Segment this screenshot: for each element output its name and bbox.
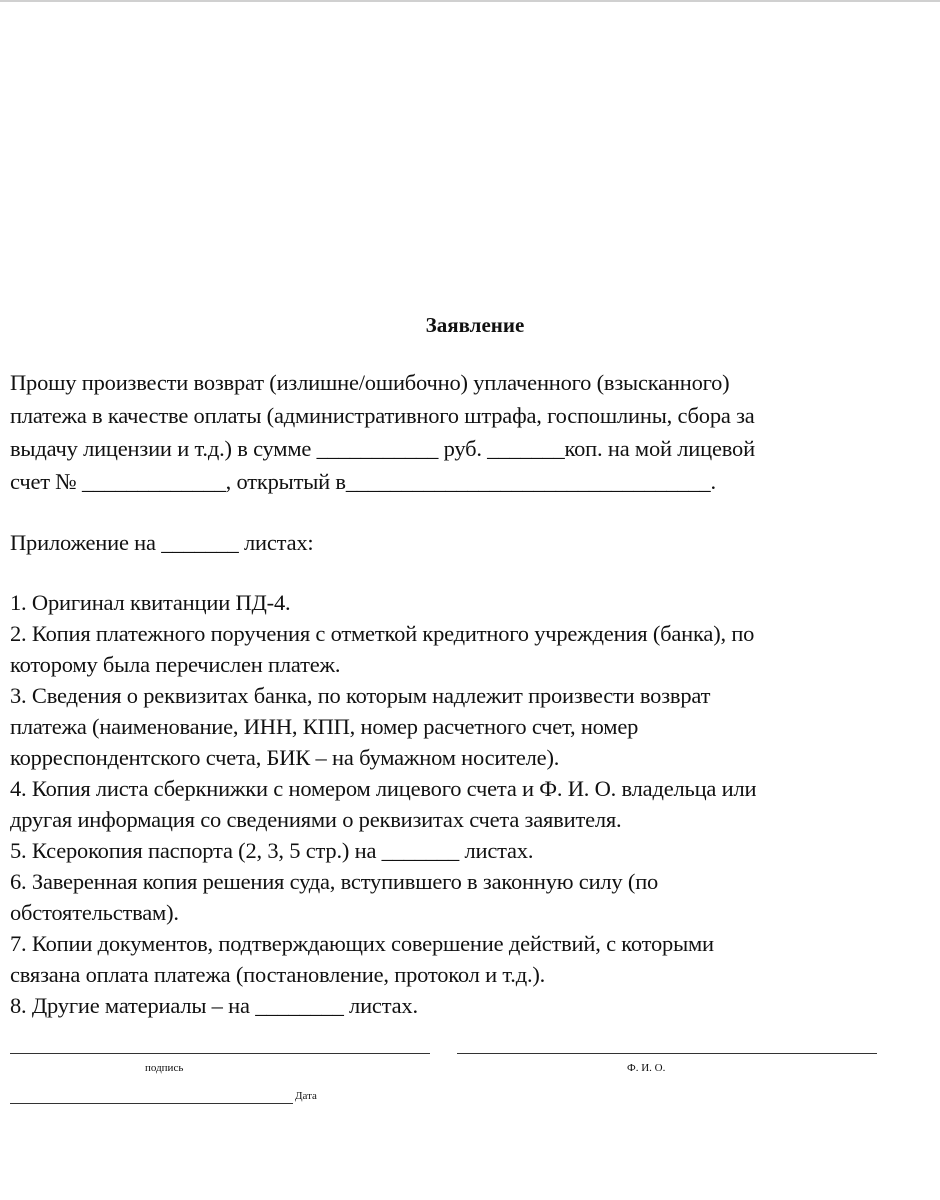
- attachment-heading: Приложение на _______ листах:: [10, 530, 314, 555]
- date-line: [10, 1103, 293, 1104]
- list-item-line: 4. Копия листа сберкнижки с номером лицевого счета и Ф. И. О. владельца или: [10, 776, 757, 801]
- top-border: [0, 0, 940, 2]
- paragraph-line: платежа в качестве оплаты (административного штрафа, госпошлины, сбора за: [10, 403, 755, 428]
- list-item-line: платежа (наименование, ИНН, КПП, номер расчетного счет, номер: [10, 714, 639, 739]
- list-item-line: другая информация со сведениями о реквизитах счета заявителя.: [10, 807, 622, 832]
- list-item-line: 8. Другие материалы – на ________ листах.: [10, 993, 418, 1018]
- list-item-line: корреспондентского счета, БИК – на бумажном носителе).: [10, 745, 560, 770]
- list-item-line: 1. Оригинал квитанции ПД-4.: [10, 590, 291, 615]
- list-item-line: 7. Копии документов, подтверждающих совершение действий, с которыми: [10, 931, 714, 956]
- list-item-line: 5. Ксерокопия паспорта (2, 3, 5 стр.) на _______ листах.: [10, 838, 534, 863]
- list-item-line: 3. Сведения о реквизитах банка, по которым надлежит произвести возврат: [10, 683, 711, 708]
- name-line: [457, 1053, 877, 1054]
- list-item-line: связана оплата платежа (постановление, протокол и т.д.).: [10, 962, 546, 987]
- paragraph-line: выдачу лицензии и т.д.) в сумме ___________ руб. _______коп. на мой лицевой: [10, 436, 755, 461]
- list-item-line: обстоятельствам).: [10, 900, 179, 925]
- signature-line: [10, 1053, 430, 1054]
- date-caption: Дата: [295, 1090, 317, 1102]
- name-caption: Ф. И. О.: [627, 1062, 666, 1074]
- list-item-line: 6. Заверенная копия решения суда, вступившего в законную силу (по: [10, 869, 659, 894]
- paragraph-line: счет № _____________, открытый в_________________________________.: [10, 469, 716, 494]
- signature-caption: подпись: [145, 1062, 184, 1074]
- list-item-line: 2. Копия платежного поручения с отметкой кредитного учреждения (банка), по: [10, 621, 755, 646]
- paragraph-line: Прошу произвести возврат (излишне/ошибочно) уплаченного (взысканного): [10, 370, 730, 395]
- document-title: Заявление: [425, 313, 525, 337]
- list-item-line: которому была перечислен платеж.: [10, 652, 341, 677]
